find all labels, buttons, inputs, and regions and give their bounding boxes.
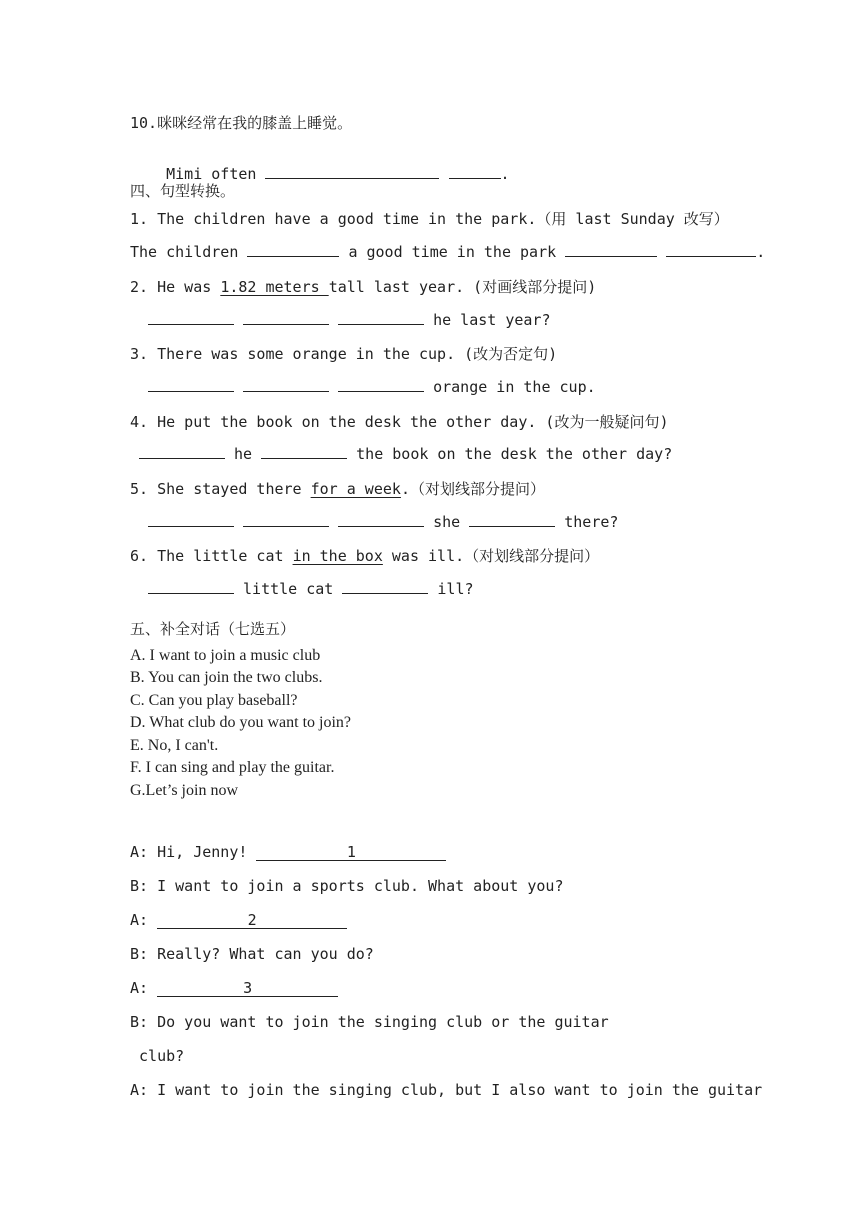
answer-blank[interactable]: [666, 242, 756, 257]
s4-item2-answer: he last year?: [148, 310, 551, 329]
option-item: G.Let’s join now: [130, 782, 238, 799]
q10-answer-prefix: Mimi often: [166, 165, 257, 183]
answer-blank[interactable]: [243, 377, 329, 392]
answer-blank[interactable]: [265, 164, 439, 179]
s4-item2-prompt: 2. He was 1.82 meters tall last year. (对画线部分提问): [130, 278, 597, 296]
underlined-phrase: for a week: [310, 480, 401, 498]
dialogue-line: B: Really? What can you do?: [130, 945, 374, 963]
answer-blank[interactable]: [449, 164, 501, 179]
dialogue-line: B: Do you want to join the singing club or the guitar: [130, 1013, 609, 1031]
answer-blank[interactable]: [148, 377, 234, 392]
answer-blank[interactable]: [261, 444, 347, 459]
dialogue-line: A: 2: [130, 911, 347, 929]
section4-title: 四、句型转换。: [130, 182, 236, 200]
answer-blank[interactable]: [148, 579, 234, 594]
answer-blank[interactable]: [342, 579, 428, 594]
underlined-phrase: in the box: [292, 547, 383, 565]
underlined-phrase: 1.82 meters: [220, 278, 329, 296]
s4-item5-prompt: 5. She stayed there for a week.（对划线部分提问）: [130, 480, 545, 498]
answer-blank[interactable]: 3: [157, 980, 338, 997]
dialogue-line: A: I want to join the singing club, but I also want to join the guitar: [130, 1081, 763, 1099]
answer-blank[interactable]: [243, 310, 329, 325]
answer-blank[interactable]: [139, 444, 225, 459]
option-item: D. What club do you want to join?: [130, 714, 351, 731]
answer-blank[interactable]: [247, 242, 339, 257]
q10-answer-suffix: .: [500, 165, 510, 183]
answer-blank[interactable]: 1: [256, 844, 446, 861]
q10-prompt: 10.咪咪经常在我的膝盖上睡觉。: [130, 114, 353, 132]
dialogue-line: A: 3: [130, 979, 338, 997]
s4-item6-answer: little cat ill?: [148, 579, 474, 598]
answer-blank[interactable]: 2: [157, 912, 347, 929]
s4-item3-prompt: 3. There was some orange in the cup. (改为否定句): [130, 345, 558, 363]
section5-title: 五、补全对话（七选五）: [130, 620, 296, 638]
option-item: A. I want to join a music club: [130, 647, 321, 664]
s4-item4-answer: he the book on the desk the other day?: [139, 444, 672, 463]
option-item: B. You can join the two clubs.: [130, 669, 323, 686]
answer-blank[interactable]: [469, 512, 555, 527]
option-item: F. I can sing and play the guitar.: [130, 759, 335, 776]
answer-blank[interactable]: [148, 310, 234, 325]
answer-blank[interactable]: [338, 512, 424, 527]
s4-item3-answer: orange in the cup.: [148, 377, 596, 396]
answer-blank[interactable]: [565, 242, 657, 257]
option-item: C. Can you play baseball?: [130, 692, 298, 709]
answer-blank[interactable]: [243, 512, 329, 527]
s4-item5-answer: she there?: [148, 512, 618, 531]
answer-blank[interactable]: [338, 310, 424, 325]
answer-blank[interactable]: [148, 512, 234, 527]
option-item: E. No, I can't.: [130, 737, 219, 754]
s4-item1-answer: The children a good time in the park .: [130, 243, 766, 261]
dialogue-line: A: Hi, Jenny! 1: [130, 843, 446, 861]
s4-item4-prompt: 4. He put the book on the desk the other day. (改为一般疑问句): [130, 413, 669, 431]
s4-item1-prompt: 1. The children have a good time in the park.（用 last Sunday 改写）: [130, 210, 729, 228]
dialogue-line: club?: [130, 1047, 185, 1065]
s4-item6-prompt: 6. The little cat in the box was ill.（对划线部分提问）: [130, 547, 600, 565]
dialogue-line: B: I want to join a sports club. What about you?: [130, 877, 564, 895]
answer-blank[interactable]: [338, 377, 424, 392]
